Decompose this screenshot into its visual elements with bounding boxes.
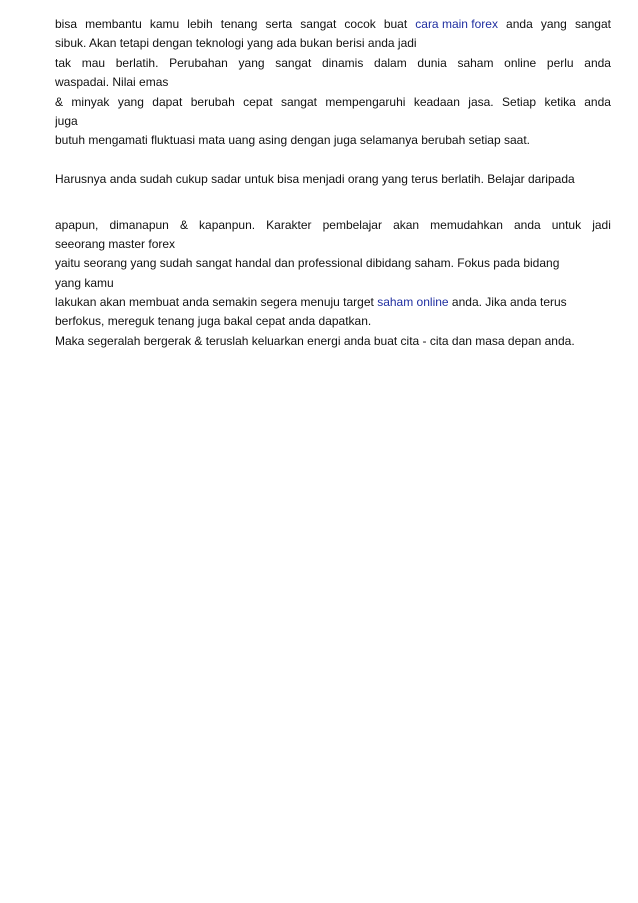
word: bisa: [55, 17, 78, 31]
word: lebih: [187, 17, 213, 31]
word: pembelajar: [322, 217, 382, 232]
word: jasa.: [468, 94, 494, 109]
document-page: [55, 15, 611, 351]
paragraph-spacer: [55, 151, 611, 170]
p2-line-4: yaitu seorang yang sudah sangat handal dan professional dibidang saham. Fokus pada bidang: [55, 256, 560, 271]
p1-line-7: butuh mengamati fluktuasi mata uang asing dengan juga selamanya berubah setiap saat.: [55, 133, 530, 148]
word: kamu: [149, 17, 180, 31]
line-spacer: [55, 190, 611, 216]
word: anda: [506, 17, 533, 31]
word: untuk: [551, 217, 582, 232]
p1-line-6: juga: [55, 113, 78, 128]
word: kapanpun.: [199, 217, 256, 232]
word: keadaan: [413, 94, 460, 109]
word: anda: [584, 55, 611, 70]
p2-line-3: seeorang master forex: [55, 236, 176, 251]
word: mau: [81, 55, 106, 70]
p2-line-2: [55, 216, 611, 235]
word: dapat: [152, 94, 183, 109]
p2-line-7: berfokus, mereguk tenang juga bakal cepat anda dapatkan.: [55, 314, 372, 329]
word: yang: [238, 55, 265, 70]
word: anda: [584, 94, 611, 109]
p1-line-5: [55, 93, 611, 112]
word: yang: [117, 94, 144, 109]
word: anda: [513, 217, 541, 232]
word: ketika: [544, 94, 576, 109]
p1-line-2: sibuk. Akan tetapi dengan teknologi yang ada bukan berisi anda jadi: [55, 36, 417, 51]
word: sangat: [574, 17, 611, 31]
word: perlu: [546, 55, 574, 70]
word: berubah: [190, 94, 235, 109]
text-run: anda. Jika anda terus: [448, 295, 567, 310]
word: dalam: [374, 55, 407, 70]
word: dinamis: [321, 55, 364, 70]
word: membantu: [85, 17, 142, 31]
word: cepat: [243, 94, 273, 109]
p2-line-8: Maka segeralah bergerak & teruslah keluarkan energi anda buat cita - cita dan masa depan anda.: [55, 333, 575, 348]
p2-line-1: Harusnya anda sudah cukup sadar untuk bisa menjadi orang yang terus berlatih. Belajar daripada: [55, 172, 575, 187]
word: minyak: [71, 94, 110, 109]
word: sangat: [300, 17, 337, 31]
p2-line-5: yang kamu: [55, 275, 114, 290]
word: &: [55, 94, 64, 109]
p2-line-6: [55, 293, 611, 312]
link-saham-online[interactable]: saham online: [377, 295, 449, 310]
word: Setiap: [502, 94, 537, 109]
text-run: lakukan akan membuat anda semakin segera menuju target: [55, 295, 378, 310]
word: dunia: [417, 55, 447, 70]
word: serta: [265, 17, 293, 31]
word: saham: [457, 55, 494, 70]
word: dimanapun: [109, 217, 169, 232]
p1-line-1: [55, 15, 611, 34]
word: cocok: [344, 17, 376, 31]
word: tak: [55, 55, 72, 70]
word: buat: [383, 17, 408, 31]
word: jadi: [592, 217, 611, 232]
word: Perubahan: [169, 55, 228, 70]
word: yang: [540, 17, 567, 31]
p1-line-3: [55, 54, 611, 73]
p1-line-4: waspadai. Nilai emas: [55, 75, 169, 90]
word: sangat: [280, 94, 317, 109]
word: memudahkan: [430, 217, 503, 232]
word: Karakter: [266, 217, 312, 232]
word: berlatih.: [115, 55, 159, 70]
word: apapun,: [55, 217, 99, 232]
word: tenang: [220, 17, 258, 31]
word: online: [504, 55, 537, 70]
link-cara-main-forex[interactable]: cara main forex: [415, 17, 498, 31]
word: mempengaruhi: [325, 94, 406, 109]
word: sangat: [275, 55, 312, 70]
word: akan: [393, 217, 420, 232]
word: &: [179, 217, 188, 232]
